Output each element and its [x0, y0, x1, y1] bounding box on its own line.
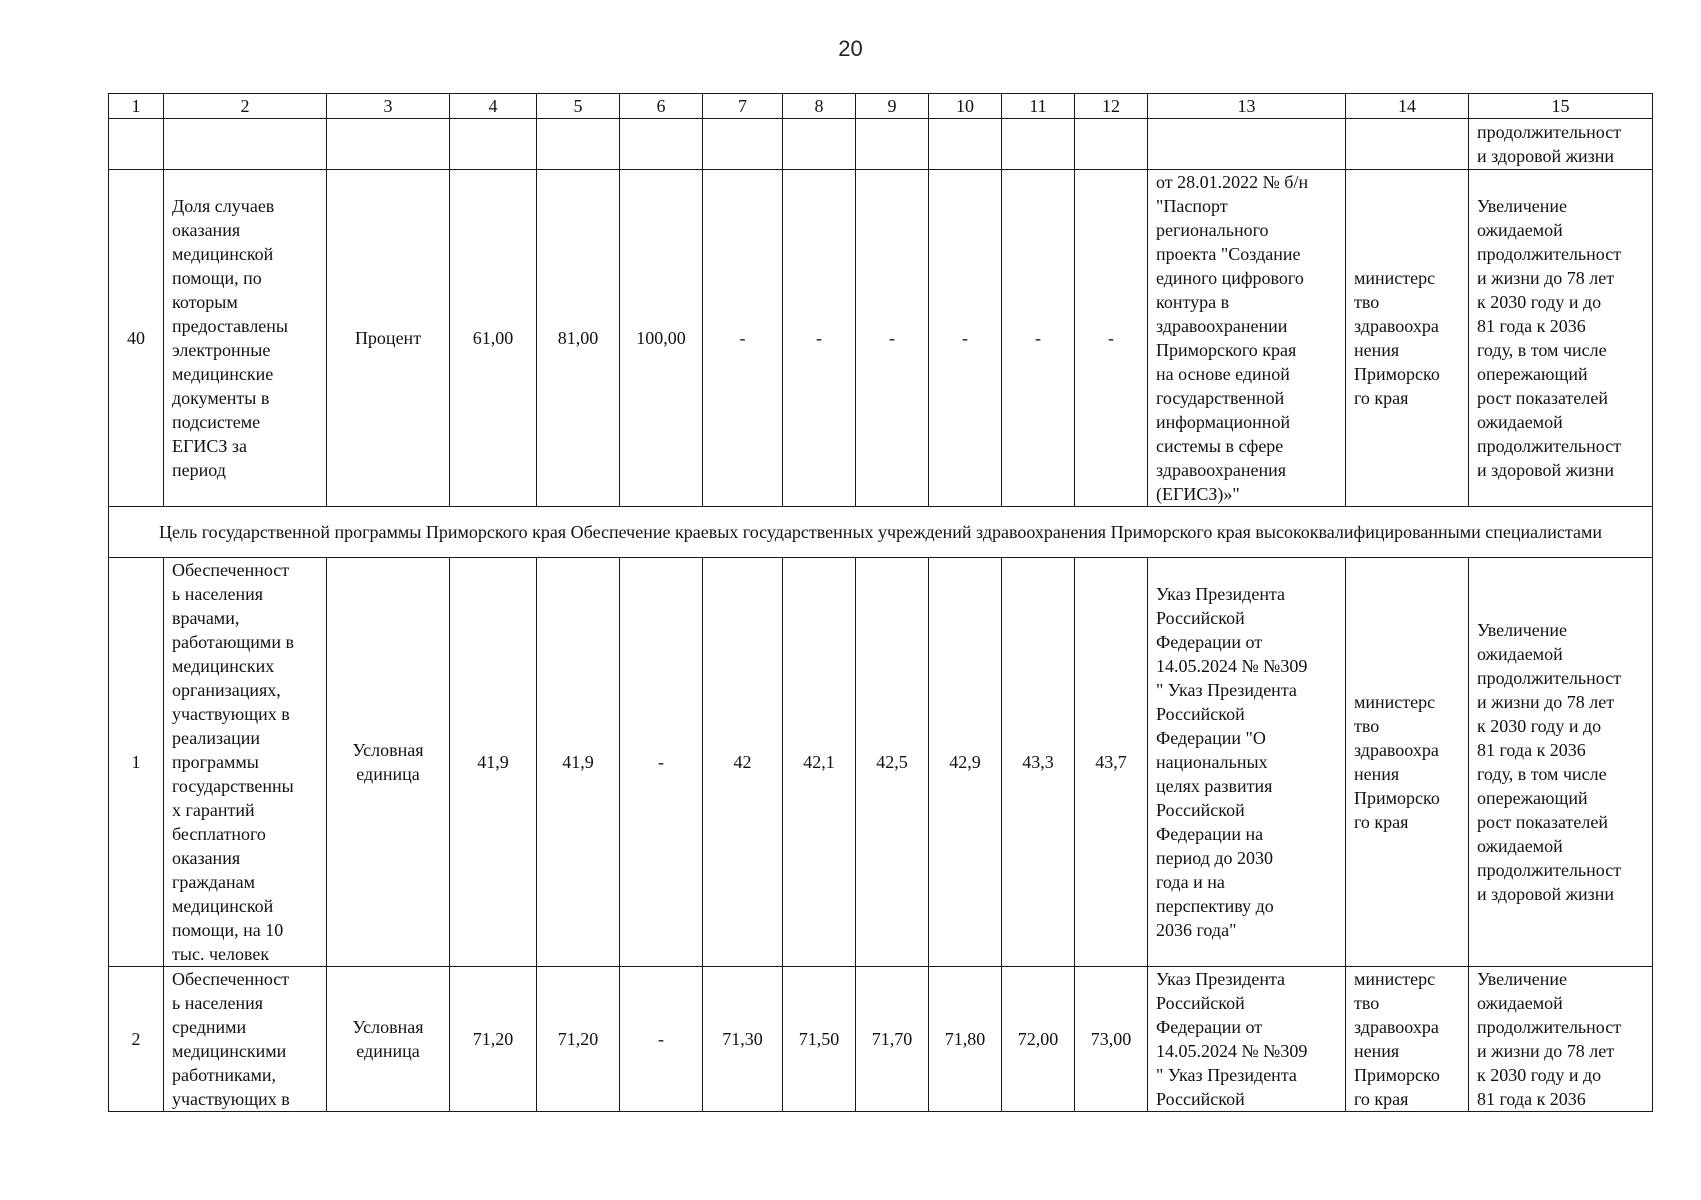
page-number: 20	[838, 36, 863, 61]
value-cell: 43,3	[1002, 558, 1075, 967]
responsible-cell: министерс тво здравоохра нения Приморско го края	[1346, 170, 1469, 507]
value-cell: 42	[703, 558, 783, 967]
indicators-table	[108, 93, 1653, 1112]
program-goal-cell: Цель государственной программы Приморского края Обеспечение краевых государственных учреждений здравоохранения Приморского края высококвалифицированными специалистами	[109, 507, 1653, 558]
table-row	[109, 170, 1653, 507]
value-cell: 41,9	[537, 558, 620, 967]
header-cell: 9	[856, 94, 929, 119]
header-cell: 13	[1148, 94, 1346, 119]
empty-cell	[164, 119, 327, 170]
empty-cell	[703, 119, 783, 170]
value-cell: -	[620, 558, 703, 967]
value-cell: -	[856, 170, 929, 507]
header-cell: 3	[327, 94, 450, 119]
row-number-cell: 1	[109, 558, 164, 967]
value-cell: 43,7	[1075, 558, 1148, 967]
expected-result-cell: Увеличение ожидаемой продолжительност и жизни до 78 лет к 2030 году и до 81 года к 2036 году, в том числе опережающий рост показателей ожидаемой продолжительност и здоровой жизни	[1469, 558, 1653, 967]
header-cell: 12	[1075, 94, 1148, 119]
row-number-cell: 2	[109, 967, 164, 1112]
unit-cell: Условная единица	[327, 558, 450, 967]
empty-cell	[783, 119, 856, 170]
continuation-row	[109, 119, 1653, 170]
header-cell: 15	[1469, 94, 1653, 119]
header-cell: 2	[164, 94, 327, 119]
expected-result-cell: Увеличение ожидаемой продолжительност и жизни до 78 лет к 2030 году и до 81 года к 2036 году, в том числе опережающий рост показателей ожидаемой продолжительност и здоровой жизни	[1469, 170, 1653, 507]
value-cell: 41,9	[450, 558, 537, 967]
empty-cell	[1148, 119, 1346, 170]
value-cell: 73,00	[1075, 967, 1148, 1112]
goal-row	[109, 507, 1653, 558]
value-cell: 81,00	[537, 170, 620, 507]
header-cell: 14	[1346, 94, 1469, 119]
header-row	[109, 94, 1653, 119]
value-cell: 71,70	[856, 967, 929, 1112]
empty-cell	[620, 119, 703, 170]
responsible-cell: министерс тво здравоохра нения Приморско го края	[1346, 967, 1469, 1112]
unit-cell: Процент	[327, 170, 450, 507]
value-cell: -	[620, 967, 703, 1112]
document-cell: от 28.01.2022 № б/н "Паспорт регионального проекта "Создание единого цифрового контура в здравоохранении Приморского края на основе единой государственной информационной системы в сфере здравоохранения (ЕГИСЗ)»"	[1148, 170, 1346, 507]
value-cell: 100,00	[620, 170, 703, 507]
document-cell: Указ Президента Российской Федерации от 14.05.2024 № №309 " Указ Президента Российской Федерации "О национальных целях развития Российской Федерации на период до 2030 года и на перспективу до 2036 года"	[1148, 558, 1346, 967]
value-cell: 42,9	[929, 558, 1002, 967]
value-cell: 71,20	[537, 967, 620, 1112]
value-cell: 72,00	[1002, 967, 1075, 1112]
empty-cell	[327, 119, 450, 170]
header-cell: 11	[1002, 94, 1075, 119]
value-cell: -	[929, 170, 1002, 507]
value-cell: 71,80	[929, 967, 1002, 1112]
indicator-name-cell: Обеспеченност ь населения средними медицинскими работниками, участвующих в	[164, 967, 327, 1112]
empty-cell	[929, 119, 1002, 170]
expected-result-cell: Увеличение ожидаемой продолжительност и жизни до 78 лет к 2030 году и до 81 года к 2036	[1469, 967, 1653, 1112]
header-cell: 1	[109, 94, 164, 119]
unit-cell: Условная единица	[327, 967, 450, 1112]
empty-cell	[856, 119, 929, 170]
value-cell: 71,50	[783, 967, 856, 1112]
value-cell: 71,20	[450, 967, 537, 1112]
empty-cell	[450, 119, 537, 170]
value-cell: 42,1	[783, 558, 856, 967]
table-row	[109, 558, 1653, 967]
header-cell: 5	[537, 94, 620, 119]
expected-result-cell: продолжительност и здоровой жизни	[1469, 119, 1653, 170]
row-number-cell: 40	[109, 170, 164, 507]
header-cell: 4	[450, 94, 537, 119]
header-cell: 6	[620, 94, 703, 119]
empty-cell	[109, 119, 164, 170]
document-cell: Указ Президента Российской Федерации от 14.05.2024 № №309 " Указ Президента Российской	[1148, 967, 1346, 1112]
value-cell: -	[703, 170, 783, 507]
value-cell: -	[1002, 170, 1075, 507]
value-cell: -	[783, 170, 856, 507]
empty-cell	[1075, 119, 1148, 170]
value-cell: -	[1075, 170, 1148, 507]
header-cell: 10	[929, 94, 1002, 119]
empty-cell	[1002, 119, 1075, 170]
indicator-name-cell: Доля случаев оказания медицинской помощи, по которым предоставлены электронные медицинские документы в подсистеме ЕГИСЗ за период	[164, 170, 327, 507]
indicator-name-cell: Обеспеченност ь населения врачами, работающими в медицинских организациях, участвующих в реализации программы государственны х гарантий бесплатного оказания гражданам медицинской помощи, на 10 тыс. человек	[164, 558, 327, 967]
table-row	[109, 967, 1653, 1112]
empty-cell	[1346, 119, 1469, 170]
responsible-cell: министерс тво здравоохра нения Приморско го края	[1346, 558, 1469, 967]
value-cell: 42,5	[856, 558, 929, 967]
value-cell: 61,00	[450, 170, 537, 507]
value-cell: 71,30	[703, 967, 783, 1112]
header-cell: 7	[703, 94, 783, 119]
empty-cell	[537, 119, 620, 170]
header-cell: 8	[783, 94, 856, 119]
